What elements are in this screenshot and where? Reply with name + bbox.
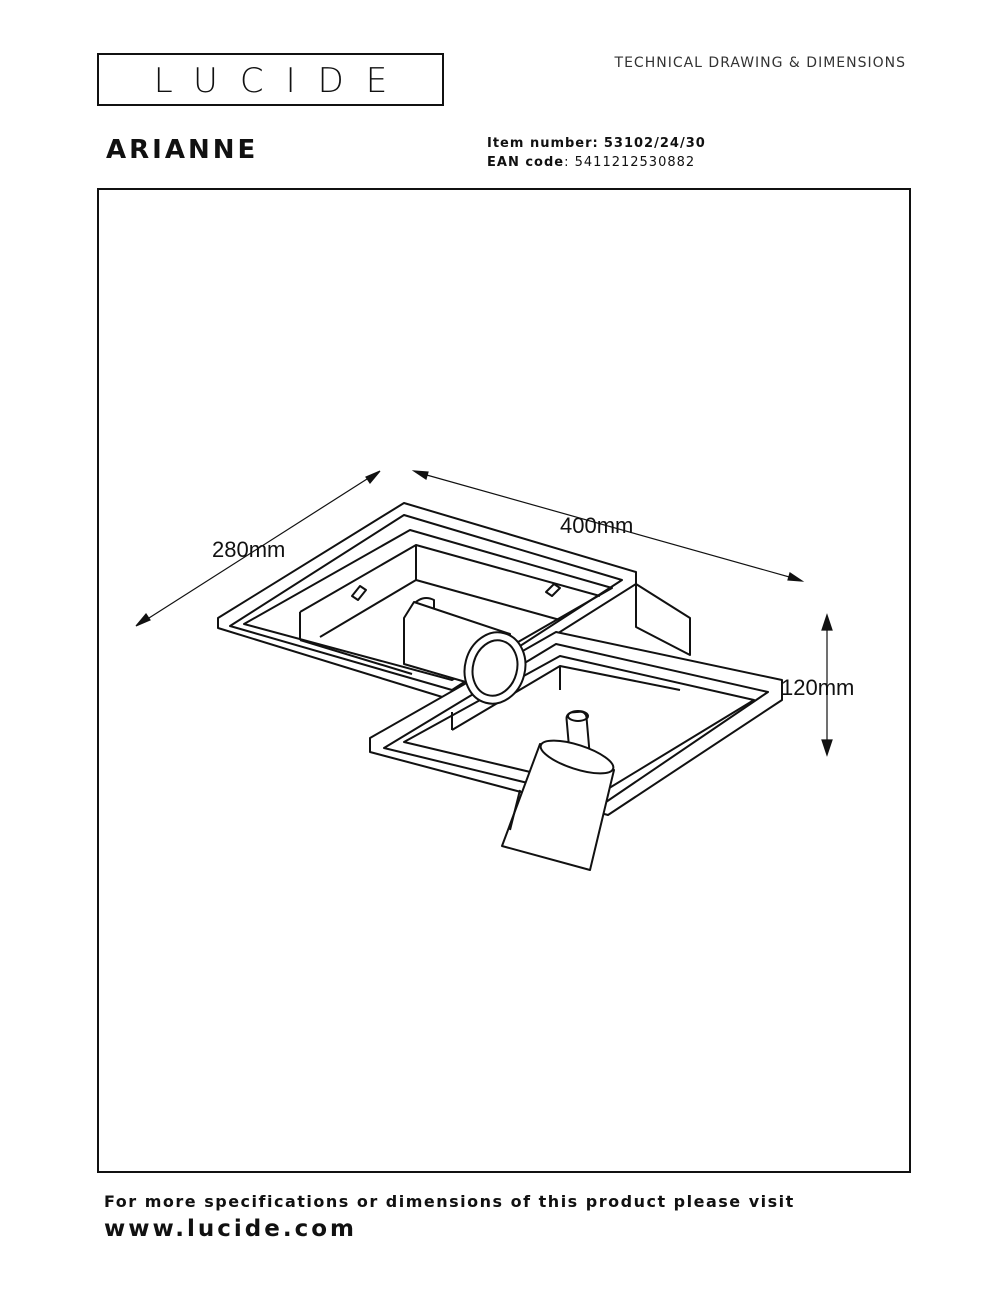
- item-number-label: Item number:: [487, 136, 599, 151]
- item-number-value: 53102/24/30: [603, 136, 706, 151]
- depth-dimension-label: 280mm: [212, 537, 286, 562]
- footer-info-text: For more specifications or dimensions of this product please visit: [104, 1192, 795, 1211]
- height-dimension-label: 120mm: [781, 675, 855, 700]
- rear-block-side: [636, 584, 690, 655]
- width-dimension-label: 400mm: [560, 513, 634, 538]
- ean-row: EAN code: 5411212530882: [487, 155, 696, 170]
- ean-label: EAN code: [487, 155, 565, 170]
- ean-value: 5411212530882: [574, 155, 696, 170]
- brand-logo-text: LUCIDE: [153, 61, 410, 101]
- product-name: ARIANNE: [106, 135, 259, 165]
- footer-website-link[interactable]: www.lucide.com: [104, 1216, 357, 1242]
- section-title: TECHNICAL DRAWING & DIMENSIONS: [614, 55, 906, 71]
